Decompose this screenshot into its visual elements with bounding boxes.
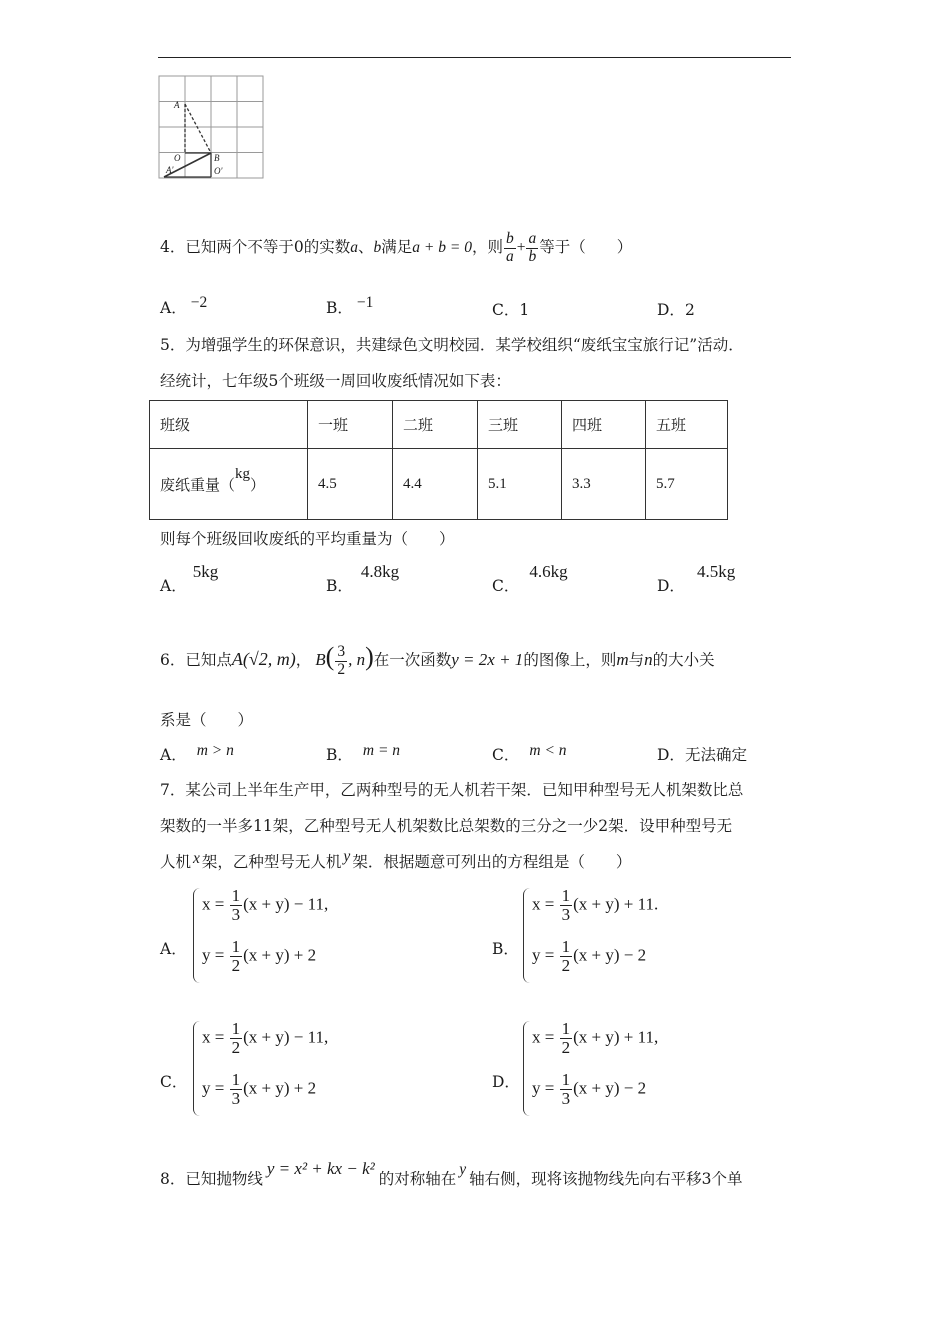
- header-rule: [158, 57, 791, 58]
- q4-option-d[interactable]: D．2: [657, 301, 695, 319]
- q5-table: [149, 400, 728, 520]
- q7-option-c-eq2: y = $\frac{1}{3}$ (x + y) + 2: [202, 1070, 317, 1108]
- q4-option-a[interactable]: A． −2: [160, 294, 208, 317]
- table-cell: 3.3: [562, 449, 646, 520]
- table-header-row: [150, 401, 728, 449]
- q4-mid2: 满足: [381, 238, 413, 256]
- q4-fraction-a-over-b: $\frac{a}{b}$: [528, 230, 537, 265]
- q5-option-d[interactable]: D．4.5kg: [657, 562, 736, 595]
- q7-option-d-label[interactable]: D．: [492, 1073, 520, 1091]
- q4-condition: a + b = 0: [412, 239, 472, 256]
- table-header-cell: 班级: [150, 401, 308, 449]
- q6-option-a[interactable]: A． m > n: [160, 742, 234, 764]
- q7-option-c-label[interactable]: C．: [160, 1073, 188, 1091]
- q4-prefix: 4．已知两个不等于: [160, 238, 294, 256]
- q7-option-c-eq1: x = $\frac{1}{2}$ (x + y) − 11,: [202, 1019, 329, 1057]
- q8-function: y = x² + kx − k²: [266, 1159, 375, 1178]
- table-header-cell: 一班: [308, 401, 393, 449]
- q4-a: a: [350, 239, 359, 256]
- q7-option-a-label[interactable]: A．: [160, 940, 187, 958]
- table-cell: 4.5: [308, 449, 393, 520]
- q5-line1: 5．为增强学生的环保意识，共建绿色文明校园．某学校组织“废纸宝宝旅行记”活动．: [160, 336, 744, 354]
- q7-option-a-eq2: y = $\frac{1}{2}$ (x + y) + 2: [202, 937, 317, 975]
- table-header-cell: 四班: [562, 401, 646, 449]
- q7-option-d-brace: [523, 1021, 530, 1116]
- q5-option-c[interactable]: C．4.6kg: [492, 562, 568, 595]
- table-cell: 5.7: [646, 449, 728, 520]
- q7-option-b-eq2: y = $\frac{1}{2}$ (x + y) − 2: [532, 937, 647, 975]
- q7-option-b-brace: [523, 888, 530, 983]
- q6-point-a: A(√2, m): [231, 649, 296, 669]
- label-A: A: [174, 100, 180, 110]
- q6-option-b[interactable]: B． m = n: [326, 742, 401, 764]
- q7-option-d-eq2: y = $\frac{1}{3}$ (x + y) − 2: [532, 1070, 647, 1108]
- q4-b: b: [373, 239, 382, 256]
- q7-option-a-eq1: x = $\frac{1}{3}$ (x + y) − 11,: [202, 886, 329, 924]
- q6-point-b-name: B: [315, 650, 326, 669]
- q4-plus: +: [516, 239, 526, 256]
- table-row-label: 废纸重量（kg）: [150, 449, 308, 520]
- q6-function: y = 2x + 1: [451, 650, 524, 669]
- table-cell: 4.4: [393, 449, 478, 520]
- q7-line2: 架数的一半多11架，乙种型号无人机架数比总架数的三分之一少2架．设甲种型号无: [160, 817, 733, 835]
- q4-zero: 0: [293, 238, 304, 256]
- label-O: O: [174, 153, 181, 163]
- q4-mid3: ，则: [471, 238, 503, 256]
- q4-suffix: 等于（ ）: [539, 238, 633, 256]
- q6-option-d[interactable]: D．无法确定: [657, 746, 747, 764]
- q7-option-b-label[interactable]: B．: [492, 940, 519, 958]
- table-header-cell: 三班: [478, 401, 562, 449]
- q4-mid1: 的实数: [303, 238, 351, 256]
- q7-option-c-brace: [193, 1021, 200, 1116]
- q7-line3: 人机 x 架，乙种型号无人机 y 架．根据题意可列出的方程组是（ ）: [160, 848, 632, 871]
- label-A-prime: A': [166, 165, 174, 175]
- label-O-prime: O': [214, 166, 223, 176]
- q6-line2: 系是（ ）: [160, 711, 254, 729]
- q8-stem: 8．已知抛物线y = x² + kx − k²的对称轴在y轴右侧，现将该抛物线先向右平移3个单: [160, 1159, 743, 1188]
- q7-line1: 7．某公司上半年生产甲，乙两种型号的无人机若干架．已知甲种型号无人机架数比总: [160, 781, 744, 799]
- q5-option-b[interactable]: B．4.8kg: [326, 562, 400, 595]
- table-header-cell: 二班: [393, 401, 478, 449]
- q4-fraction-b-over-a: $\frac{b}{a}$: [505, 230, 514, 265]
- table-header-cell: 五班: [646, 401, 728, 449]
- q7-option-a-brace: [193, 888, 200, 983]
- q5-option-a[interactable]: A．5kg: [160, 562, 219, 595]
- q4-sep: 、: [358, 238, 374, 256]
- q5-line2: 经统计，七年级5个班级一周回收废纸情况如下表：: [160, 372, 511, 390]
- q7-option-d-eq1: x = $\frac{1}{2}$ (x + y) + 11,: [532, 1019, 659, 1057]
- label-B: B: [214, 153, 220, 163]
- q6-stem: 6．已知点A(√2, m)， B( $\frac{3}{2}$ , n)在一次函数y = 2x + 1的图像上，则m与n的大小关: [160, 642, 715, 678]
- table-cell: 5.1: [478, 449, 562, 520]
- table-row: [150, 449, 728, 520]
- q5-question: 则每个班级回收废纸的平均重量为（ ）: [160, 530, 455, 548]
- q4-option-b[interactable]: B． −1: [326, 294, 374, 317]
- q6-point-b-frac: $\frac{3}{2}$: [337, 643, 346, 678]
- q4-stem: [160, 222, 632, 273]
- q6-option-c[interactable]: C． m < n: [492, 742, 567, 764]
- q7-option-b-eq1: x = $\frac{1}{3}$ (x + y) + 11.: [532, 886, 659, 924]
- grid-figure: [158, 75, 266, 181]
- q4-option-c[interactable]: C．1: [492, 301, 530, 319]
